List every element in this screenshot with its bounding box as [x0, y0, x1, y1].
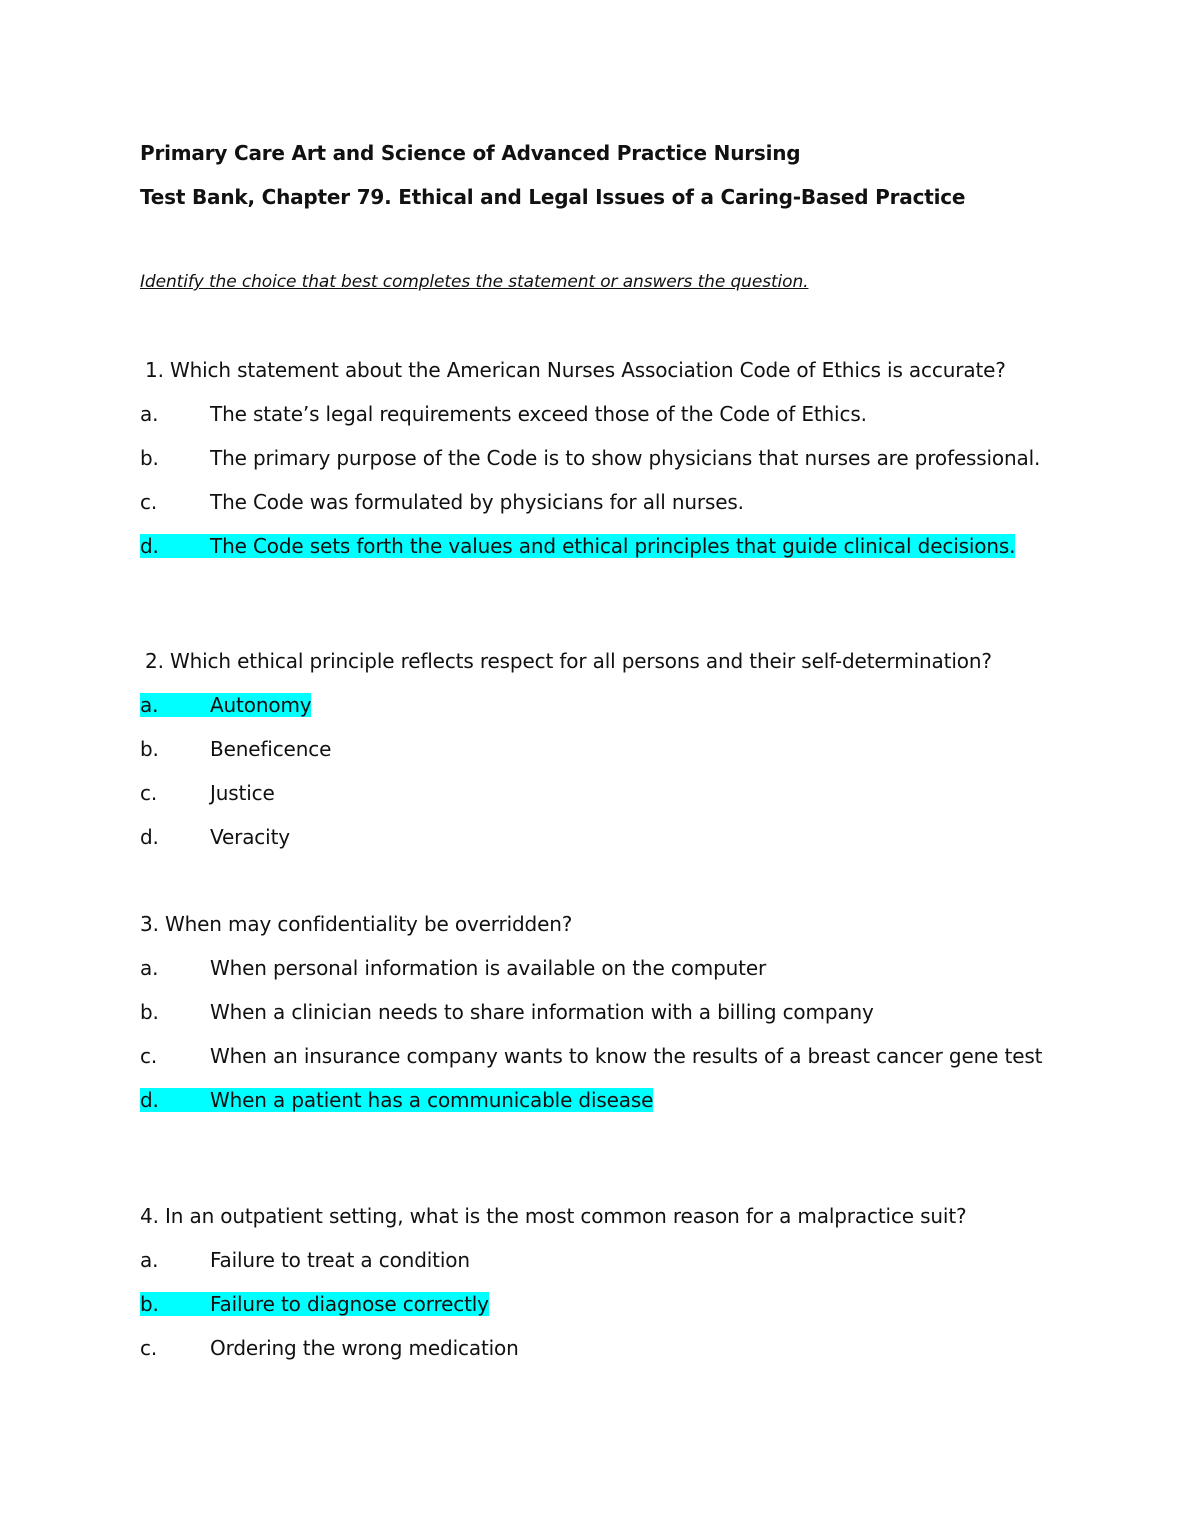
question-text: 3. When may confidentiality be overridden?: [140, 912, 573, 936]
answer-option: [140, 954, 1060, 982]
option-text: When personal information is available on the computer: [210, 956, 767, 980]
question-4: [140, 1202, 1060, 1378]
option-text: The state’s legal requirements exceed those of the Code of Ethics.: [210, 402, 867, 426]
question-1: [140, 356, 1060, 576]
option-letter: d.: [140, 1088, 159, 1112]
answer-option-correct: [140, 532, 1060, 560]
option-text: Justice: [210, 781, 275, 805]
answer-option: [140, 823, 1060, 851]
answer-option: [140, 1246, 1060, 1274]
answer-option: [140, 488, 1060, 516]
option-letter: a.: [140, 956, 159, 980]
option-text: When an insurance company wants to know the results of a breast cancer gene test: [210, 1044, 1043, 1068]
option-text: When a patient has a communicable disease: [210, 1088, 654, 1112]
option-letter: b.: [140, 446, 159, 470]
answer-option-correct: [140, 691, 1060, 719]
option-letter: b.: [140, 737, 159, 761]
option-letter: b.: [140, 1000, 159, 1024]
option-text: Failure to treat a condition: [210, 1248, 470, 1272]
answer-option-correct: [140, 1086, 1060, 1114]
option-text: The primary purpose of the Code is to show physicians that nurses are professional.: [210, 446, 1041, 470]
option-letter: a.: [140, 402, 159, 426]
question-text: 2. Which ethical principle reflects respect for all persons and their self-determination?: [145, 649, 992, 673]
option-text: Veracity: [210, 825, 290, 849]
question-3: [140, 910, 1060, 1130]
question-text: 1. Which statement about the American Nurses Association Code of Ethics is accurate?: [145, 358, 1006, 382]
option-text: Ordering the wrong medication: [210, 1336, 519, 1360]
option-text: Failure to diagnose correctly: [210, 1292, 489, 1316]
answer-option: [140, 735, 1060, 763]
option-letter: c.: [140, 781, 158, 805]
option-text: The Code sets forth the values and ethical principles that guide clinical decisions.: [210, 534, 1016, 558]
answer-option-correct: [140, 1290, 1060, 1318]
option-text: When a clinician needs to share information with a billing company: [210, 1000, 874, 1024]
document-subtitle: Test Bank, Chapter 79. Ethical and Legal Issues of a Caring-Based Practice: [140, 185, 966, 209]
document-title: Primary Care Art and Science of Advanced Practice Nursing: [140, 141, 801, 165]
option-letter: a.: [140, 693, 159, 717]
option-text: Beneficence: [210, 737, 332, 761]
answer-option: [140, 998, 1060, 1026]
option-letter: d.: [140, 825, 159, 849]
instructions-text: Identify the choice that best completes the statement or answers the question.: [140, 272, 809, 292]
question-2: [140, 647, 1060, 867]
option-letter: b.: [140, 1292, 159, 1316]
answer-option: [140, 779, 1060, 807]
question-text: 4. In an outpatient setting, what is the most common reason for a malpractice suit?: [140, 1204, 967, 1228]
option-letter: c.: [140, 1336, 158, 1360]
option-letter: d.: [140, 534, 159, 558]
option-letter: a.: [140, 1248, 159, 1272]
answer-option: [140, 1334, 1060, 1362]
option-letter: c.: [140, 490, 158, 514]
answer-option: [140, 444, 1060, 472]
answer-option: [140, 1042, 1060, 1070]
option-letter: c.: [140, 1044, 158, 1068]
option-text: The Code was formulated by physicians for all nurses.: [210, 490, 744, 514]
answer-option: [140, 400, 1060, 428]
option-text: Autonomy: [210, 693, 312, 717]
